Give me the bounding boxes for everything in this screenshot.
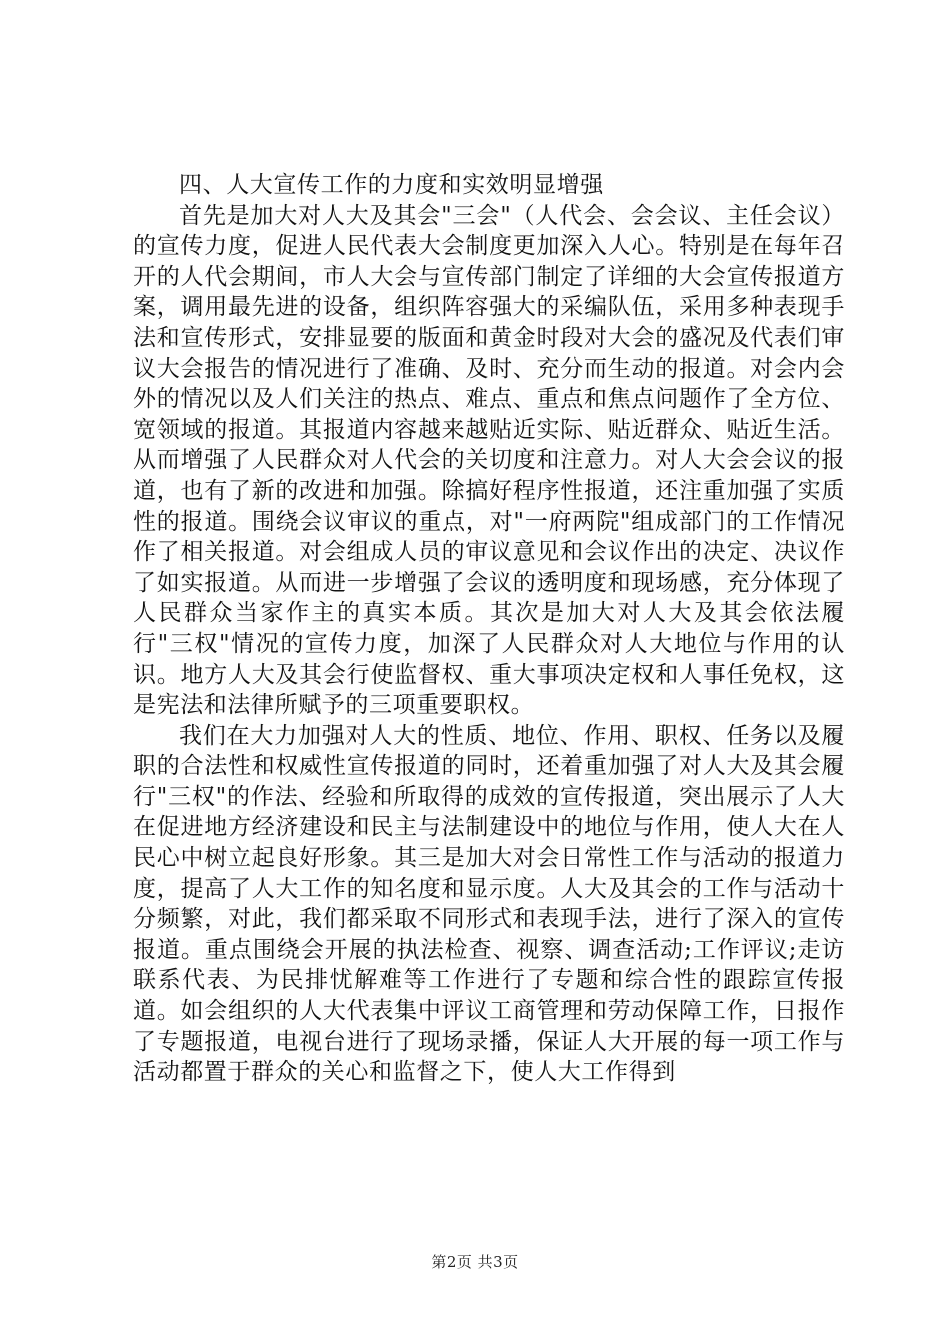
section-heading: 四、人大宣传工作的力度和实效明显增强 xyxy=(179,172,604,198)
document-body xyxy=(133,170,845,1088)
paragraph-2: 我们在大力加强对人大的性质、地位、作用、职权、任务以及履职的合法性和权威性宣传报道的同时，还着重加强了对人大及其会履行"三权"的作法、经验和所取得的成效的宣传报道，突出展示了人大在促进地方经济建设和民主与法制建设中的地位与作用，使人大在人民心中树立起良好形象。其三是加大对会日常性工作与活动的报道力度，提高了人大工作的知名度和显示度。人大及其会的工作与活动十分频繁，对此，我们都采取不同形式和表现手法，进行了深入的宣传报道。重点围绕会开展的执法检查、视察、调查活动;工作评议;走访联系代表、为民排忧解难等工作进行了专题和综合性的跟踪宣传报道。如会组织的人大代表集中评议工商管理和劳动保障工作，日报作了专题报道，电视台进行了现场录播，保证人大开展的每一项工作与活动都置于群众的关心和监督之下，使人大工作得到 xyxy=(133,722,845,1086)
page-footer: 第2页 共3页 xyxy=(431,1253,519,1271)
paragraph-1: 首先是加大对人大及其会"三会"（人代会、会会议、主任会议）的宣传力度，促进人民代表大会制度更加深入人心。特别是在每年召开的人代会期间，市人大会与宣传部门制定了详细的大会宣传报道方案，调用最先进的设备，组织阵容强大的采编队伍，采用多种表现手法和宣传形式，安排显要的版面和黄金时段对大会的盛况及代表们审议大会报告的情况进行了准确、及时、充分而生动的报道。对会内会外的情况以及人们关注的热点、难点、重点和焦点问题作了全方位、宽领域的报道。其报道内容越来越贴近实际、贴近群众、贴近生活。从而增强了人民群众对人代会的关切度和注意力。对人大会会议的报道，也有了新的改进和加强。除搞好程序性报道，还注重加强了实质性的报道。围绕会议审议的重点，对"一府两院"组成部门的工作情况作了相关报道。对会组成人员的审议意见和会议作出的决定、决议作了如实报道。从而进一步增强了会议的透明度和现场感，充分体现了人民群众当家作主的真实本质。其次是加大对人大及其会依法履行"三权"情况的宣传力度，加深了人民群众对人大地位与作用的认识。地方人大及其会行使监督权、重大事项决定权和人事任免权，这是宪法和法律所赋予的三项重要职权。 xyxy=(133,202,845,719)
